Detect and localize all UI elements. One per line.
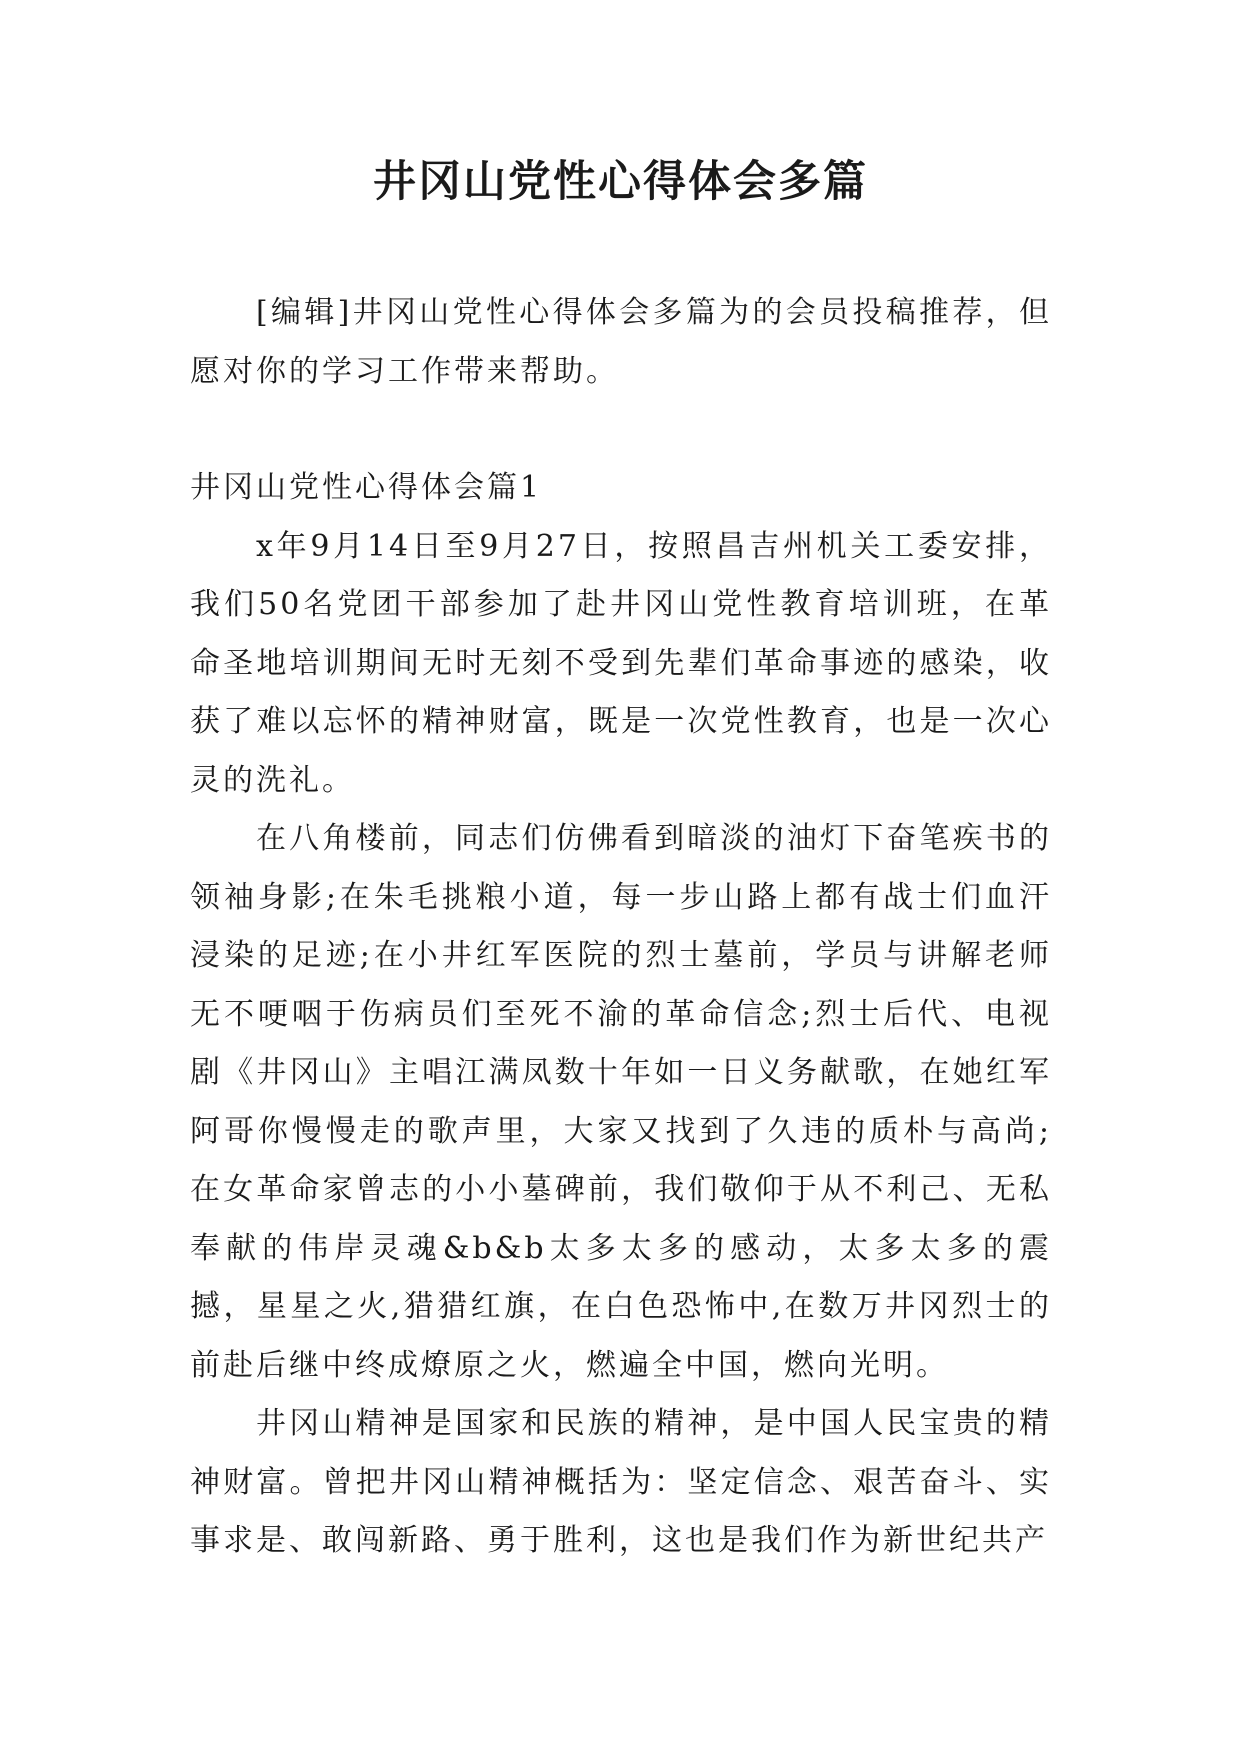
- section-heading: 井冈山党性心得体会篇1: [190, 470, 543, 505]
- document-title: 井冈山党性心得体会多篇: [373, 157, 868, 207]
- document-body: [190, 284, 1052, 1571]
- body-paragraph-1: x年9月14日至9月27日，按照昌吉州机关工委安排，我们50名党团干部参加了赴井冈山党性教育培训班，在革命圣地培训期间无时无刻不受到先辈们革命事迹的感染，收获了难以忘怀的精神财富，既是一次党性教育，也是一次心灵的洗礼。: [190, 528, 1052, 798]
- body-paragraph-3: 井冈山精神是国家和民族的精神，是中国人民宝贵的精神财富。曾把井冈山精神概括为：坚定信念、艰苦奋斗、实事求是、敢闯新路、勇于胜利，这也是我们作为新世纪共产: [190, 1406, 1052, 1558]
- intro-paragraph: [编辑]井冈山党性心得体会多篇为的会员投稿推荐，但愿对你的学习工作带来帮助。: [190, 295, 1052, 389]
- body-paragraph-2: 在八角楼前，同志们仿佛看到暗淡的油灯下奋笔疾书的领袖身影;在朱毛挑粮小道，每一步山路上都有战士们血汗浸染的足迹;在小井红军医院的烈士墓前，学员与讲解老师无不哽咽于伤病员们至死不渝的革命信念;烈士后代、电视剧《井冈山》主唱江满凤数十年如一日义务献歌，在她红军阿哥你慢慢走的歌声里，大家又找到了久违的质朴与高尚;在女革命家曾志的小小墓碑前，我们敬仰于从不利己、无私奉献的伟岸灵魂&b&b太多太多的感动，太多太多的震撼，星星之火,猎猎红旗，在白色恐怖中,在数万井冈烈士的前赴后继中终成燎原之火，燃遍全中国，燃向光明。: [190, 821, 1052, 1383]
